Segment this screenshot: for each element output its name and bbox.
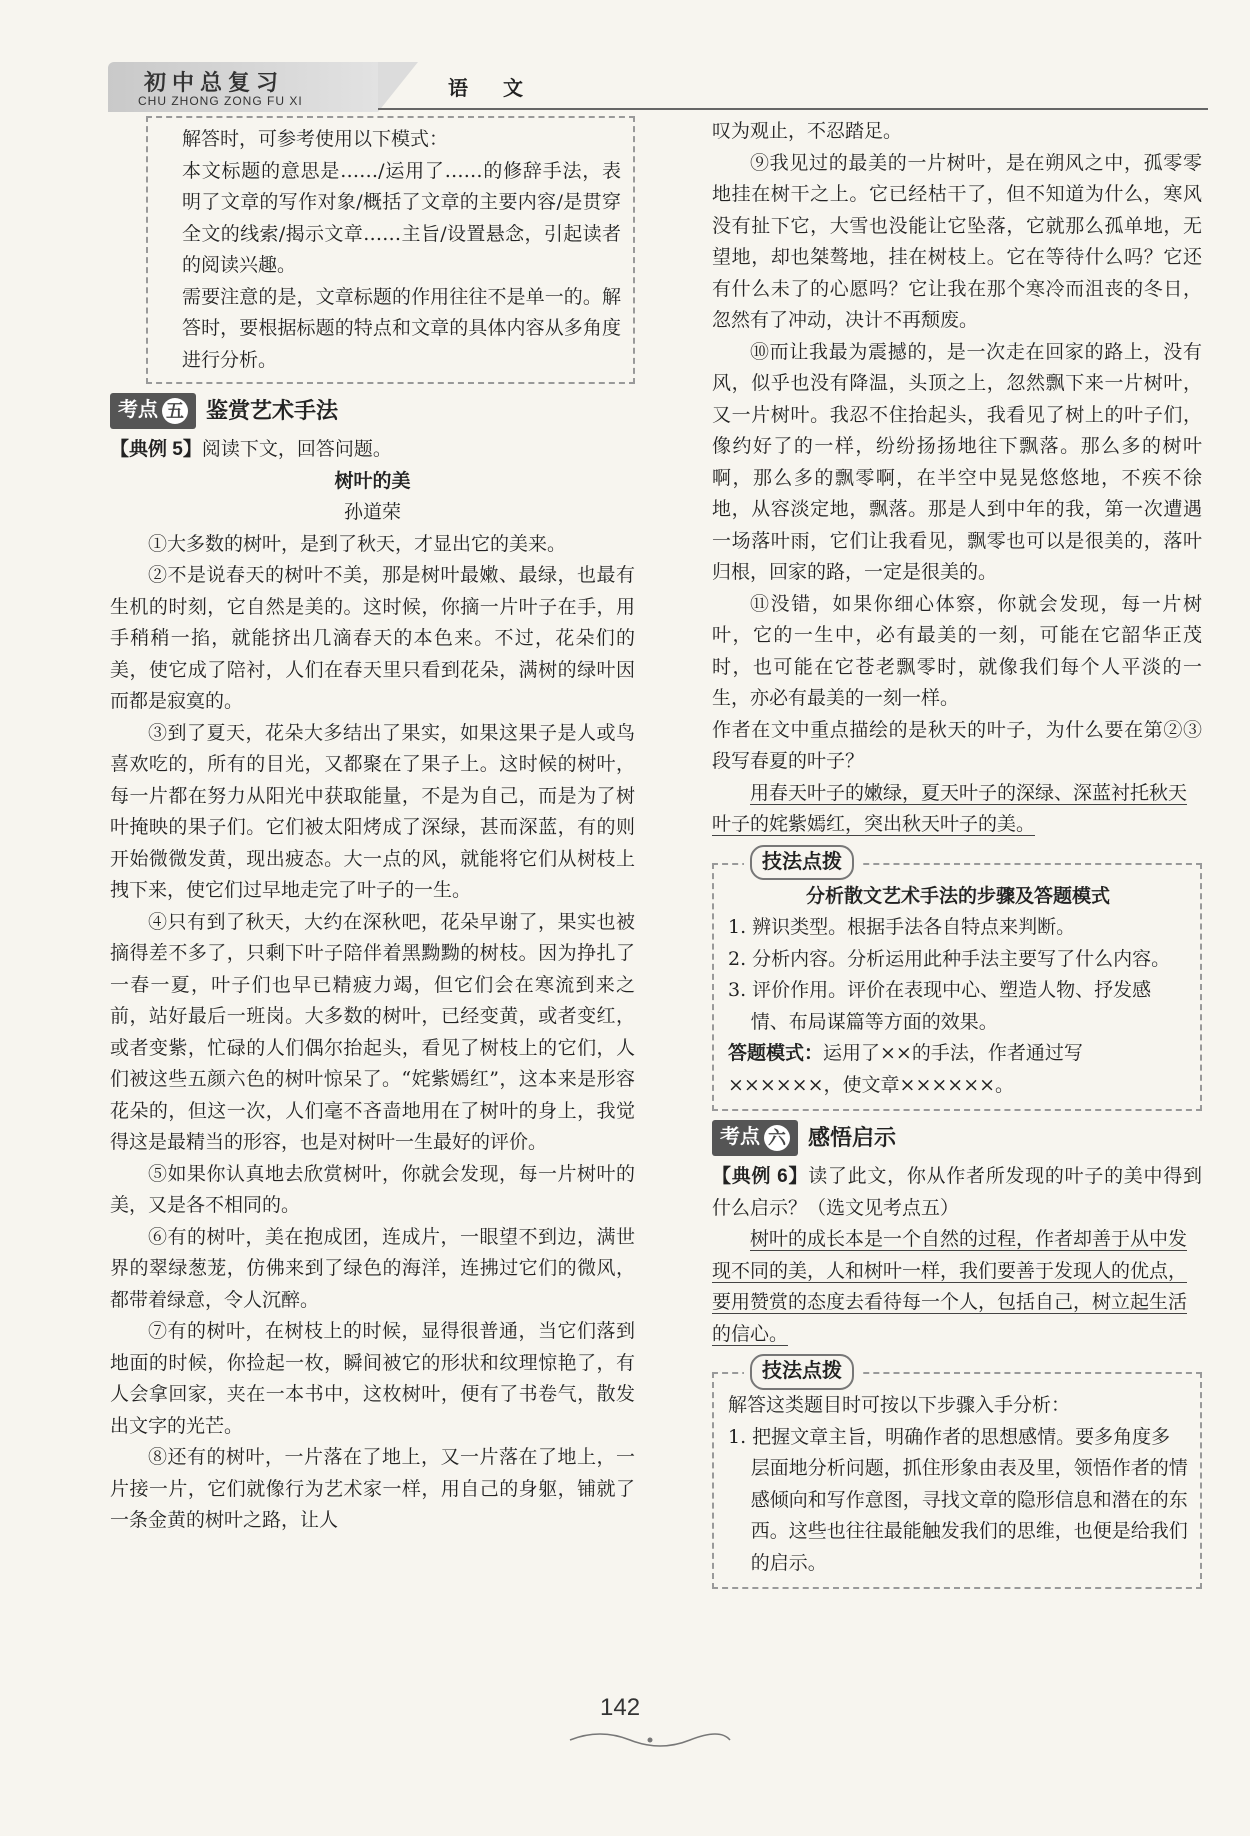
section-number: 六 [764, 1125, 790, 1151]
essay-paragraph: ④只有到了秋天，大约在深秋吧，花朵早谢了，果实也被摘得差不多了，只剩下叶子陪伴着黑黝黝的树枝。因为挣扎了一春一夏，叶子们也早已精疲力竭，但它们会在寒流到来之前，站好最后一班岗。大多数的树叶，已经变黄，或者变红，或者变紫，忙碌的人们偶尔抬起头，看见了树枝上的它们，人们被这些五颜六色的树叶惊呆了。“姹紫嫣红”，这本来是形容花朵的，但这一次，人们毫不吝啬地用在了树叶的身上，我觉得这是最精当的形容，也是对树叶一生最好的评价。 [110, 910, 635, 1153]
section-number: 五 [162, 398, 188, 424]
left-column [110, 116, 635, 1537]
example-text: 阅读下文，回答问题。 [201, 439, 392, 460]
tip-title [744, 1354, 860, 1390]
tip-item: 1. 辨识类型。根据手法各自特点来判断。 [728, 916, 1076, 938]
section-heading-5 [110, 394, 635, 428]
answer-5 [712, 778, 1202, 841]
essay-paragraph: ⑤如果你认真地去欣赏树叶，你就会发现，每一片树叶的美，又是各不相同的。 [110, 1162, 635, 1216]
example-text: 读了此文，你从作者所发现的叶子的美中得到什么启示？（选文见考点五） [712, 1166, 1202, 1219]
header-rule [378, 108, 1208, 110]
header-subject: 语 文 [448, 76, 537, 100]
section-tag-label: 考点 [720, 1126, 760, 1149]
essay-paragraph: ⑨我见过的最美的一片树叶，是在朔风之中，孤零零地挂在树干之上。它已经枯干了，但不知道为什么，寒风没有扯下它，大雪也没能让它坠落，它就那么孤单地，无望地，却也桀骜地，挂在树枝上。它在等待什么吗？它还有什么未了的心愿吗？它让我在那个寒冷而沮丧的冬日，忽然有了冲动，决计不再颓废。 [712, 151, 1202, 331]
example-6 [712, 1161, 1202, 1224]
example-5 [110, 434, 635, 466]
example-label: 【典例 5】 [110, 439, 202, 460]
essay-paragraph: ⑩而让我最为震撼的，是一次走在回家的路上，没有风，似乎也没有降温，头顶之上，忽然飘下来一片树叶，又一片树叶。我忍不住抬起头，我看见了树上的叶子们，像约好了的一样，纷纷扬扬地往下飘落。那么多的树叶啊，那么多的飘零啊，在半空中晃晃悠悠地，不疾不徐地，从容淡定地，飘落。那是人到中年的我，第一次遭遇一场落叶雨，它们让我看见，飘零也可以是很美的，落叶归根，回家的路，一定是很美的。 [712, 340, 1202, 583]
tip-item: 3. 评价作用。评价在表现中心、塑造人物、抒发感情、布局谋篇等方面的效果。 [728, 979, 1152, 1033]
tip-title-label: 技法点拨 [750, 1354, 854, 1390]
essay-paragraph: ⑥有的树叶，美在抱成团，连成片，一眼望不到边，满世界的翠绿葱茏，仿佛来到了绿色的海洋，连拂过它们的微风，都带着绿意，令人沉醉。 [110, 1225, 635, 1311]
right-column [712, 116, 1202, 1597]
tip-intro: 解答这类题目时可按以下步骤入手分析： [728, 1394, 1071, 1416]
answer-template-box [146, 116, 635, 384]
tip-subtitle: 分析散文艺术手法的步骤及答题模式 [805, 885, 1110, 907]
essay-paragraph: ①大多数的树叶，是到了秋天，才显出它的美来。 [148, 532, 567, 555]
essay-author: 孙道荣 [343, 501, 401, 523]
page-number: 142 [600, 1694, 641, 1721]
tip-item: 2. 分析内容。分析运用此种手法主要写了什么内容。 [728, 947, 1171, 970]
section-tag [110, 393, 196, 429]
header-pinyin: CHU ZHONG ZONG FU XI [138, 94, 303, 108]
answer-mode [728, 1038, 1188, 1101]
answer-mode-label: 答题模式： [728, 1043, 824, 1064]
tip-box-1 [712, 850, 1202, 1112]
essay-title: 树叶的美 [334, 469, 411, 492]
essay-paragraph: ⑦有的树叶，在树枝上的时候，显得很普通，当它们落到地面的时候，你捡起一枚，瞬间被它的形状和纹理惊艳了，有人会拿回家，夹在一本书中，这枚树叶，便有了书卷气，散发出文字的光芒。 [110, 1320, 635, 1437]
section-tag-label: 考点 [118, 399, 158, 422]
essay-paragraph: ②不是说春天的树叶不美，那是树叶最嫩、最绿，也最有生机的时刻，它自然是美的。这时候，你摘一片叶子在手，用手稍稍一掐，就能挤出几滴春天的本色来。不过，花朵们的美，使它成了陪衬，人们在春天里只看到花朵，满树的绿叶因而都是寂寞的。 [110, 564, 635, 712]
example-label: 【典例 6】 [712, 1166, 809, 1187]
tip-item: 1. 把握文章主旨，明确作者的思想感情。要多角度多层面地分析问题，抓住形象由表及里，领悟作者的情感倾向和写作意图，寻找文章的隐形信息和潜在的东西。这些也往往最能触发我们的思维，也便是给我们的启示。 [728, 1425, 1188, 1574]
footer-ornament-icon [560, 1730, 740, 1750]
section-name: 感悟启示 [808, 1125, 897, 1151]
essay-paragraph: ⑧还有的树叶，一片落在了地上，又一片落在了地上，一片接一片，它们就像行为艺术家一样，用自己的身躯，铺就了一条金黄的树叶之路，让人 [110, 1446, 635, 1531]
section-tag [712, 1120, 798, 1156]
box-line: 本文标题的意思是……/运用了……的修辞手法，表明了文章的写作对象/概括了文章的主要内容/是贯穿全文的线索/揭示文章……主旨/设置悬念，引起读者的阅读兴趣。 [182, 159, 621, 276]
box-line: 需要注意的是，文章标题的作用往往不是单一的。解答时，要根据标题的特点和文章的具体内容从多角度进行分析。 [182, 285, 621, 371]
essay-paragraph: 叹为观止，不忍踏足。 [712, 120, 903, 142]
answer-6 [712, 1224, 1202, 1350]
essay-paragraph: ⑪没错，如果你细心体察，你就会发现，每一片树叶，它的一生中，必有最美的一刻，可能在它韶华正茂时，也可能在它苍老飘零时，就像我们每个人平淡的一生，亦必有最美的一刻一样。 [712, 592, 1202, 709]
answer-6-text: 树叶的成长本是一个自然的过程，作者却善于从中发现不同的美，人和树叶一样，我们要善于发现人的优点，要用赞赏的态度去看待每一个人，包括自己，树立起生活的信心。 [712, 1228, 1188, 1345]
page-header [108, 62, 1208, 114]
question-5: 作者在文中重点描绘的是秋天的叶子，为什么要在第②③段写春夏的叶子？ [712, 719, 1202, 772]
essay-paragraph: ③到了夏天，花朵大多结出了果实，如果这果子是人或鸟喜欢吃的，所有的目光，又都聚在了果子上。这时候的树叶，每一片都在努力从阳光中获取能量，不是为自己，而是为了树叶掩映的果子们。它们被太阳烤成了深绿，甚而深蓝，有的则开始微微发黄，现出疲态。大一点的风，就能将它们从树枝上拽下来，使它们过早地走完了叶子的一生。 [110, 721, 635, 901]
section-name: 鉴赏艺术手法 [206, 398, 339, 424]
section-heading-6 [712, 1121, 1202, 1155]
tip-title [744, 845, 860, 881]
tip-box-2 [712, 1360, 1202, 1589]
header-title: 初中总复习 [144, 70, 285, 96]
box-line: 解答时，可参考使用以下模式： [182, 128, 449, 150]
answer-mode-text: 运用了××的手法，作者通过写××××××，使文章××××××。 [728, 1042, 1083, 1096]
answer-5-text: 用春天叶子的嫩绿，夏天叶子的深绿、深蓝衬托秋天叶子的姹紫嫣红，突出秋天叶子的美。 [712, 781, 1188, 835]
tip-title-label: 技法点拨 [750, 845, 854, 881]
